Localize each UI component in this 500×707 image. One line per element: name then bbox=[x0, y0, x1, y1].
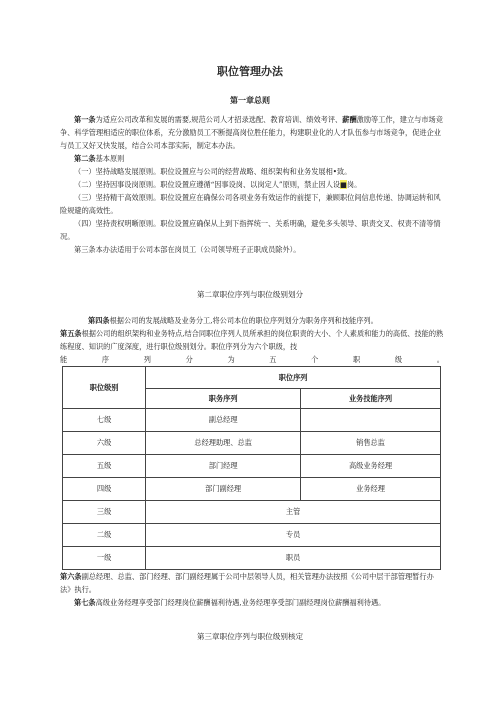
table-row bbox=[63, 478, 441, 501]
level-cell: 四级 bbox=[63, 478, 146, 501]
article-6-text: 副总经理、总监、部门经理、部门副经理属于公司中层领导人员，相关管理办法按照《公司中层干部管理暂行办法》执行。 bbox=[60, 572, 434, 594]
spread-char: 级 bbox=[394, 355, 403, 364]
article-5-spread-line bbox=[60, 353, 444, 366]
article-6 bbox=[60, 570, 444, 596]
table-row bbox=[63, 409, 441, 432]
spread-char: 五 bbox=[269, 355, 277, 364]
article-5-text: 根据公司的组织架构和业务特点,结合同职位序列人员所承担的岗位职责的大小、个人素质和能力的高低、技能的熟练程度、知识的广度深度，进行职位级别划分。职位序列分为六个职级，技 bbox=[60, 329, 444, 351]
table-row bbox=[63, 432, 441, 455]
article-1 bbox=[60, 113, 444, 152]
article-1-label: 第一条 bbox=[74, 115, 96, 124]
chapter-2-body bbox=[60, 314, 444, 366]
merged-cell: 主管 bbox=[146, 501, 441, 524]
skill-cell: 销售总监 bbox=[301, 432, 441, 455]
article-3: 第三条本办法适用于公司本部在岗员工（公司领导班子正职成员除外）。 bbox=[74, 245, 301, 254]
duty-cell: 总经理助理、总监 bbox=[146, 432, 301, 455]
chapter-1-heading: 第一章总则 bbox=[230, 96, 270, 105]
article-5 bbox=[60, 327, 444, 353]
articles-6-7 bbox=[60, 570, 444, 609]
level-cell: 六级 bbox=[63, 432, 146, 455]
article-1-text-cont: 激励等工作，建立与市场竞争、科学管理相适应的职位体系，充分激励员工不断提高岗位胜任能力，构建职业化的人才队伍参与市场竞争，促进企业与员工又好又快发展，结合公司本部实际，制定本办法。 bbox=[60, 115, 443, 150]
article-5-label: 第五条 bbox=[60, 329, 82, 338]
table-row bbox=[63, 501, 441, 524]
duty-cell: 部门副经理 bbox=[146, 478, 301, 501]
spread-char: 。 bbox=[436, 355, 444, 364]
article-2-label: 第二条 bbox=[74, 154, 96, 163]
header-job-sequence: 职位序列 bbox=[146, 367, 441, 389]
duty-cell: 副总经理 bbox=[146, 409, 301, 432]
principle-4: （四）坚持责权明晰原则。职位设置应确保从上到下指挥统一、关系明确，避免多头领导、职责交叉、权责不清等情况。 bbox=[60, 219, 441, 241]
chapter-3-heading: 第三章职位序列与职位级别核定 bbox=[196, 632, 304, 641]
article-1-bold-term: 薪酬 bbox=[342, 115, 357, 124]
merged-cell: 职员 bbox=[146, 547, 441, 570]
principle-2 bbox=[60, 178, 444, 191]
table-row bbox=[63, 524, 441, 547]
table-row bbox=[63, 455, 441, 478]
merged-cell: 专员 bbox=[146, 524, 441, 547]
highlight-mark: ■ bbox=[340, 180, 347, 189]
level-cell: 五级 bbox=[63, 455, 146, 478]
duty-cell: 部门经理 bbox=[146, 455, 301, 478]
article-2 bbox=[60, 152, 444, 165]
article-4-text: 根据公司的发展战略及业务分工,将公司本位的职位序列划分为职务序列和技能序列。 bbox=[109, 316, 378, 325]
principle-1: （一）坚持战略发展原则。职位设置应与公司的经营战略、组织架构和业务发展相•致。 bbox=[74, 167, 352, 176]
principle-3: （三）坚持精干高效原则。职位设置应在确保公司各项业务有效运作的前提下，兼顾职位间信息传递、协调运转和风险规避的高效性。 bbox=[60, 193, 441, 215]
spread-char: 职 bbox=[353, 355, 361, 364]
article-2-text: 基本原则 bbox=[95, 154, 125, 163]
level-cell: 一级 bbox=[63, 547, 146, 570]
spread-char: 个 bbox=[311, 355, 319, 364]
chapter-1-body bbox=[60, 113, 444, 256]
document-title: 职位管理办法 bbox=[217, 65, 283, 78]
spread-char: 为 bbox=[227, 355, 235, 364]
article-1-text: 为适应公司改革和发展的需要,规范公司人才招录选配、教育培训、绩效考评、 bbox=[95, 115, 343, 124]
article-6-label: 第六条 bbox=[60, 572, 82, 581]
skill-cell bbox=[301, 409, 441, 432]
article-4 bbox=[60, 314, 444, 327]
header-duty-sequence: 职务序列 bbox=[146, 389, 301, 409]
article-4-label: 第四条 bbox=[88, 316, 110, 325]
principle-2-end: 岗。 bbox=[346, 180, 362, 189]
level-cell: 三级 bbox=[63, 501, 146, 524]
principle-2-text: （二）坚持因事设岗原则。职位设置应遵循“因事设岗、以岗定人”原则，禁止因人设 bbox=[74, 180, 341, 189]
article-7 bbox=[60, 596, 444, 609]
job-level-table bbox=[62, 366, 441, 570]
skill-cell: 业务经理 bbox=[301, 478, 441, 501]
chapter-2-heading: 第二章职位序列与职位级别划分 bbox=[196, 290, 304, 299]
skill-cell: 高级业务经理 bbox=[301, 455, 441, 478]
header-job-level: 职位级别 bbox=[63, 367, 146, 409]
table-row bbox=[63, 547, 441, 570]
spread-char: 分 bbox=[185, 355, 193, 364]
spread-char: 能 bbox=[60, 355, 68, 364]
article-7-label: 第七条 bbox=[74, 598, 96, 607]
spread-char: 列 bbox=[143, 355, 151, 364]
header-skill-sequence: 业务技能序列 bbox=[301, 389, 441, 409]
article-7-text: 高级业务经理享受部门经理岗位薪酬福利待遇,业务经理享受部门副经理岗位薪酬福利待遇。 bbox=[95, 598, 386, 607]
level-cell: 七级 bbox=[63, 409, 146, 432]
level-cell: 二级 bbox=[63, 524, 146, 547]
spread-char: 序 bbox=[101, 355, 110, 364]
